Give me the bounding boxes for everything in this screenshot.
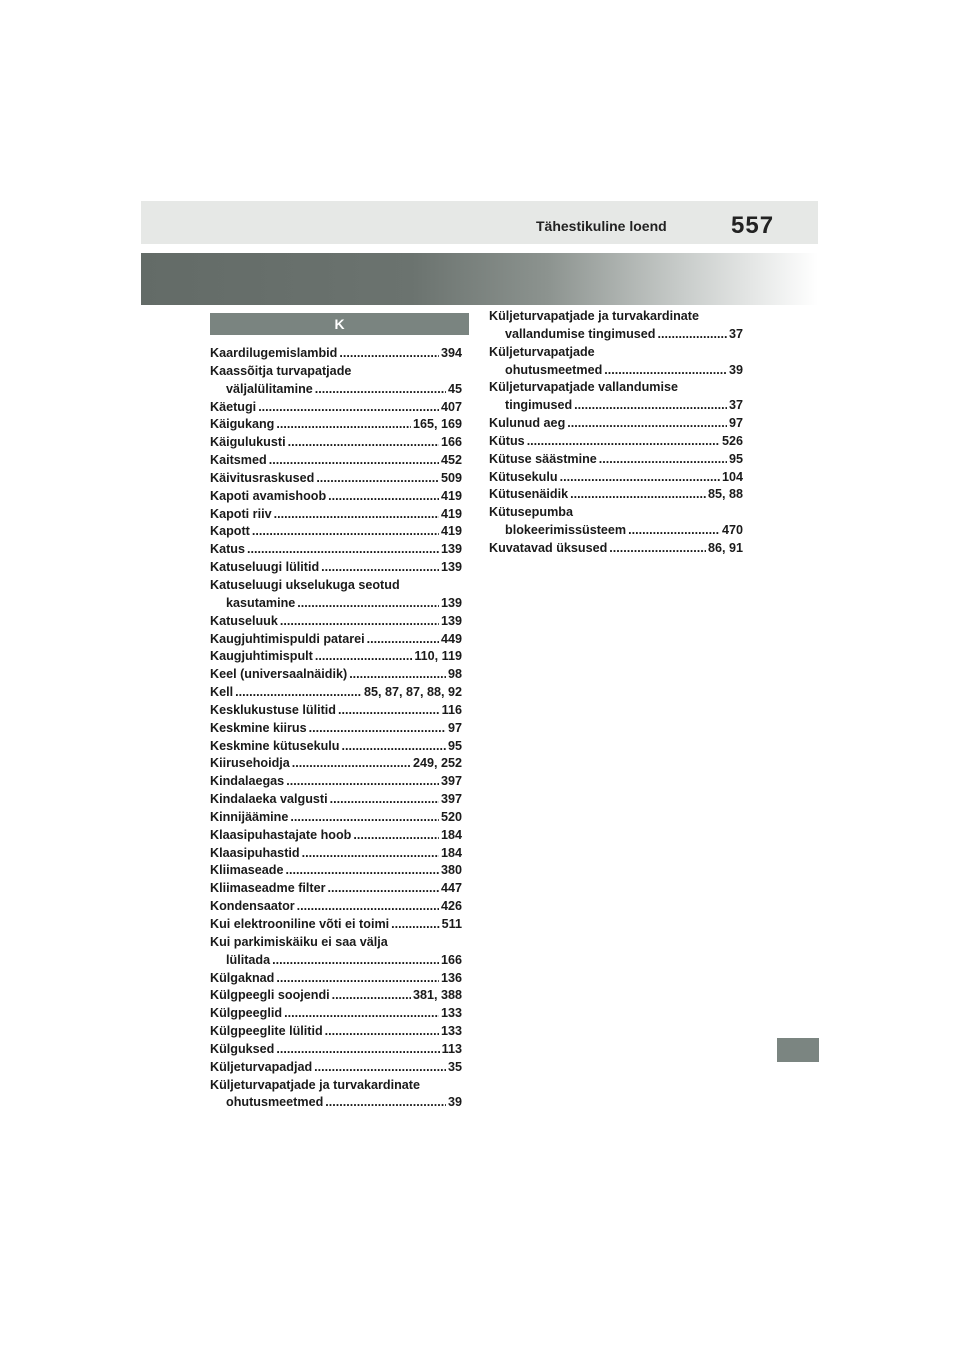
- index-entry: [489, 469, 743, 487]
- index-page-ref: 166: [440, 952, 462, 967]
- index-entry-line: [210, 1094, 462, 1112]
- index-entry-line: [210, 506, 462, 524]
- dot-leader: [527, 433, 720, 451]
- index-page-ref: 419: [440, 524, 462, 539]
- index-entry: [489, 451, 743, 469]
- index-term: Kaassõitja turvapatjade: [210, 363, 352, 378]
- index-entry-line: [210, 523, 462, 541]
- index-term: Kuvatavad üksused: [489, 540, 608, 555]
- index-term: väljalülitamine: [226, 381, 313, 396]
- index-term: lülitada: [226, 952, 271, 967]
- index-term: Käetugi: [210, 399, 257, 414]
- index-page-ref: 95: [447, 738, 462, 753]
- index-entry: [210, 523, 462, 541]
- dot-leader: [341, 738, 446, 756]
- index-term: Keel (universaalnäidik): [210, 667, 348, 682]
- index-entry-line: [210, 452, 462, 470]
- index-entry: [210, 773, 462, 791]
- index-entry: [210, 1023, 462, 1041]
- index-page-ref: 85, 87, 87, 88, 92: [363, 685, 462, 700]
- index-page-ref: 45: [447, 381, 462, 396]
- index-page-ref: 37: [728, 326, 743, 341]
- index-page-ref: 139: [440, 613, 462, 628]
- index-page-ref: 526: [721, 433, 743, 448]
- index-entry: [210, 613, 462, 631]
- index-term: Kütusekulu: [489, 469, 558, 484]
- dot-leader: [338, 702, 440, 720]
- dot-leader: [604, 362, 727, 380]
- dot-leader: [288, 434, 439, 452]
- index-page-ref: 113: [441, 1041, 462, 1056]
- index-entry-line: [210, 1005, 462, 1023]
- index-entry-line: [210, 416, 462, 434]
- index-entry: [210, 541, 462, 559]
- index-page-ref: 139: [440, 542, 462, 557]
- index-entry: [210, 898, 462, 916]
- index-entry-line: [210, 738, 462, 756]
- dot-leader: [391, 916, 440, 934]
- index-entry-line: [210, 1041, 462, 1059]
- index-page-ref: 133: [440, 1006, 462, 1021]
- index-page-ref: 419: [440, 506, 462, 521]
- index-entry-line: [210, 381, 462, 399]
- dot-leader: [297, 595, 439, 613]
- index-entry: [210, 738, 462, 756]
- index-page-ref: 249, 252: [412, 756, 462, 771]
- index-entry-line: [210, 399, 462, 417]
- index-entry-line: [210, 666, 462, 684]
- index-page-ref: 136: [440, 970, 462, 985]
- dot-leader: [269, 452, 439, 470]
- index-page-ref: 97: [447, 720, 462, 735]
- index-term: Kütusenäidik: [489, 487, 569, 502]
- index-entry-line: [210, 720, 462, 738]
- dot-leader: [367, 631, 439, 649]
- index-column-right: [489, 308, 743, 558]
- dot-leader: [315, 381, 446, 399]
- index-entry-line: [210, 773, 462, 791]
- index-entry-line: [210, 684, 462, 702]
- dot-leader: [292, 755, 411, 773]
- index-term: Küljeturvapatjade: [489, 344, 595, 359]
- index-entry: [210, 684, 462, 702]
- index-page-ref: 139: [440, 560, 462, 575]
- index-entry: [210, 1041, 462, 1059]
- index-entry-line: [210, 559, 462, 577]
- index-term: Küljeturvapatjade vallandumise: [489, 380, 678, 395]
- dot-leader: [609, 540, 706, 558]
- index-entry: [489, 433, 743, 451]
- index-entry: [210, 345, 462, 363]
- dot-leader: [657, 326, 727, 344]
- index-term: Katus: [210, 542, 245, 557]
- index-entry: [210, 577, 462, 613]
- index-term: Küljeturvapadjad: [210, 1059, 313, 1074]
- index-entry: [489, 540, 743, 558]
- chapter-thumb-tab: [777, 1038, 819, 1062]
- index-entry: [489, 504, 743, 540]
- dot-leader: [247, 541, 439, 559]
- index-page-ref: 86, 91: [707, 540, 743, 555]
- index-entry-line: [210, 541, 462, 559]
- index-term: Kindalaegas: [210, 774, 285, 789]
- dot-leader: [316, 470, 439, 488]
- page-number: 557: [731, 212, 775, 239]
- index-page-ref: 85, 88: [707, 487, 743, 502]
- dot-leader: [314, 1059, 446, 1077]
- index-term: Külgaknad: [210, 970, 275, 985]
- index-term: Külgpeeglite lülitid: [210, 1024, 323, 1039]
- index-term: Kindalaeka valgusti: [210, 792, 328, 807]
- index-entry-line: [210, 845, 462, 863]
- index-entry: [210, 880, 462, 898]
- index-term: Kaardilugemislambid: [210, 346, 338, 360]
- index-page-ref: 447: [440, 881, 462, 896]
- dot-leader: [349, 666, 446, 684]
- index-term: Kliimaseadme filter: [210, 881, 326, 896]
- index-entry: [210, 934, 462, 970]
- index-entry-line: [210, 434, 462, 452]
- index-entry-line: [489, 540, 743, 558]
- index-entry-line: [210, 1059, 462, 1077]
- index-entry-line: [210, 952, 462, 970]
- index-entry-line: [210, 809, 462, 827]
- index-entry: [210, 399, 462, 417]
- index-entry: [210, 809, 462, 827]
- dot-leader: [315, 648, 413, 666]
- index-term: Kaugjuhtimispult: [210, 649, 313, 664]
- index-entry-line: [489, 397, 743, 415]
- index-entry-line: [210, 631, 462, 649]
- index-term: Käivitusraskused: [210, 470, 315, 485]
- dot-leader: [628, 522, 720, 540]
- index-entry-line: [210, 827, 462, 845]
- index-entry-line: [489, 451, 743, 469]
- index-entry: [210, 631, 462, 649]
- index-entry-line: [489, 362, 743, 380]
- index-term: Külgpeegli soojendi: [210, 988, 330, 1003]
- dot-leader: [560, 469, 720, 487]
- index-page-ref: 394: [440, 346, 462, 360]
- index-entry: [210, 702, 462, 720]
- dot-leader: [339, 345, 439, 363]
- index-entry: [210, 791, 462, 809]
- index-entry: [210, 452, 462, 470]
- index-term: Külgpeeglid: [210, 1006, 283, 1021]
- index-page-ref: 449: [440, 631, 462, 646]
- index-term: Kütuse säästmine: [489, 451, 597, 466]
- dot-leader: [332, 987, 411, 1005]
- dot-leader: [328, 488, 439, 506]
- index-entry-line: [210, 702, 462, 720]
- index-term: Kütusepumba: [489, 505, 573, 520]
- index-term: Kesklukustuse lülitid: [210, 702, 336, 717]
- index-entry-line: [210, 898, 462, 916]
- dot-leader: [570, 486, 706, 504]
- dot-leader: [574, 397, 727, 415]
- index-term: Kell: [210, 685, 234, 700]
- index-column-left: [210, 345, 462, 1112]
- dot-leader: [330, 791, 439, 809]
- index-entry-line: [210, 916, 462, 934]
- index-term: Klaasipuhastajate hoob: [210, 827, 352, 842]
- index-page-ref: 509: [440, 470, 462, 485]
- dot-leader: [258, 399, 439, 417]
- dot-leader: [274, 506, 439, 524]
- index-term: Kui elektrooniline võti ei toimi: [210, 917, 390, 931]
- index-entry: [210, 845, 462, 863]
- index-entry: [210, 416, 462, 434]
- decorative-gradient-bar: [141, 253, 818, 305]
- index-entry-line: [210, 755, 462, 773]
- index-entry-line: [210, 488, 462, 506]
- index-entry: [489, 308, 743, 344]
- index-entry-line: [210, 345, 462, 363]
- index-page-ref: 37: [728, 398, 743, 413]
- index-page-ref: 397: [440, 774, 462, 789]
- index-term: Käigukang: [210, 417, 275, 432]
- dot-leader: [276, 416, 411, 434]
- dot-leader: [567, 415, 727, 433]
- index-term: Kliimaseade: [210, 863, 284, 878]
- index-entry: [210, 720, 462, 738]
- index-page-ref: 184: [440, 827, 462, 842]
- dot-leader: [290, 809, 439, 827]
- index-page-ref: 419: [440, 488, 462, 503]
- index-entry: [489, 344, 743, 380]
- index-entry: [210, 827, 462, 845]
- index-page-ref: 116: [441, 702, 462, 717]
- index-entry-line: [210, 970, 462, 988]
- index-page-ref: 39: [447, 1095, 462, 1110]
- index-term: Kulunud aeg: [489, 416, 566, 431]
- index-entry-line: [210, 613, 462, 631]
- index-term: Küljeturvapatjade ja turvakardinate: [489, 309, 699, 323]
- index-entry: [210, 916, 462, 934]
- index-term: Katuseluugi ukselukuga seotud: [210, 577, 400, 592]
- index-term: Katuseluugi lülitid: [210, 560, 320, 575]
- dot-leader: [286, 773, 439, 791]
- index-term: Katuseluuk: [210, 613, 278, 628]
- dot-leader: [599, 451, 727, 469]
- index-entry: [210, 363, 462, 399]
- index-term: Kiirusehoidja: [210, 756, 290, 771]
- dot-leader: [284, 1005, 439, 1023]
- index-entry: [210, 434, 462, 452]
- index-page-ref: 97: [728, 416, 743, 431]
- dot-leader: [328, 880, 439, 898]
- index-entry: [210, 970, 462, 988]
- index-term: Kaugjuhtimispuldi patarei: [210, 631, 365, 646]
- index-page-ref: 426: [440, 899, 462, 914]
- index-entry-line: [210, 1023, 462, 1041]
- index-entry-line: [489, 415, 743, 433]
- section-letter-heading: K: [210, 313, 469, 335]
- index-entry: [210, 1059, 462, 1077]
- dot-leader: [280, 613, 439, 631]
- index-page-ref: 380: [440, 863, 462, 878]
- index-entry: [489, 486, 743, 504]
- index-term: Kondensaator: [210, 899, 295, 914]
- index-entry: [210, 488, 462, 506]
- index-entry-line: [489, 326, 743, 344]
- index-term: Kaitsmed: [210, 453, 267, 468]
- index-entry: [210, 470, 462, 488]
- index-entry: [210, 755, 462, 773]
- index-page-ref: 381, 388: [412, 988, 462, 1003]
- index-term: Kinnijäämine: [210, 809, 289, 824]
- index-page-ref: 452: [440, 453, 462, 468]
- index-term: ohutusmeetmed: [226, 1095, 324, 1110]
- index-entry: [210, 1077, 462, 1113]
- index-term: Külguksed: [210, 1041, 275, 1056]
- dot-leader: [276, 1041, 439, 1059]
- index-entry-line: [210, 648, 462, 666]
- dot-leader: [272, 952, 439, 970]
- dot-leader: [309, 720, 446, 738]
- index-term: Küljeturvapatjade ja turvakardinate: [210, 1077, 420, 1092]
- index-page-ref: 397: [440, 792, 462, 807]
- dot-leader: [325, 1023, 439, 1041]
- index-page-ref: 139: [440, 595, 462, 610]
- index-term: Kui parkimiskäiku ei saa välja: [210, 934, 388, 949]
- index-term: Keskmine kiirus: [210, 720, 307, 735]
- index-term: blokeerimissüsteem: [505, 523, 627, 538]
- index-page-ref: 520: [440, 809, 462, 824]
- index-term: Kütus: [489, 433, 525, 448]
- index-term: tingimused: [505, 398, 573, 413]
- index-entry: [210, 648, 462, 666]
- index-entry-line: [210, 595, 462, 613]
- index-entry-line: [489, 433, 743, 451]
- index-entry-line: [489, 522, 743, 540]
- index-page-ref: 95: [728, 451, 743, 466]
- index-term: Kapoti avamishoob: [210, 488, 327, 503]
- dot-leader: [276, 970, 439, 988]
- index-entry: [210, 862, 462, 880]
- index-page-ref: 110, 119: [414, 649, 462, 664]
- index-page-ref: 184: [440, 845, 462, 860]
- dot-leader: [325, 1094, 446, 1112]
- index-page-ref: 39: [728, 362, 743, 377]
- index-entry-line: [489, 469, 743, 487]
- dot-leader: [235, 684, 362, 702]
- index-page-ref: 104: [721, 469, 743, 484]
- index-entry: [210, 987, 462, 1005]
- index-entry-line: [489, 486, 743, 504]
- index-entry-line: [210, 987, 462, 1005]
- index-term: kasutamine: [226, 595, 296, 610]
- header-band: [141, 201, 818, 244]
- index-page-ref: 165, 169: [412, 417, 462, 432]
- index-entry: [210, 506, 462, 524]
- index-entry-line: [210, 880, 462, 898]
- index-entry: [489, 415, 743, 433]
- page-header-title: Tähestikuline loend: [536, 218, 667, 234]
- index-term: vallandumise tingimused: [505, 326, 656, 341]
- index-page-ref: 98: [447, 667, 462, 682]
- index-term: Kapoti riiv: [210, 506, 272, 521]
- index-entry-line: [210, 791, 462, 809]
- index-entry-line: [210, 862, 462, 880]
- dot-leader: [252, 523, 439, 541]
- index-page-ref: 166: [440, 435, 462, 450]
- index-term: Käigulukusti: [210, 435, 286, 450]
- index-term: Kapott: [210, 524, 250, 539]
- dot-leader: [321, 559, 439, 577]
- dot-leader: [297, 898, 439, 916]
- index-entry-line: [210, 470, 462, 488]
- index-entry: [210, 666, 462, 684]
- index-entry: [210, 1005, 462, 1023]
- index-page-ref: 35: [447, 1059, 462, 1074]
- dot-leader: [286, 862, 439, 880]
- index-page-ref: 470: [721, 523, 743, 538]
- index-entry: [489, 379, 743, 415]
- index-page-ref: 407: [440, 399, 462, 414]
- index-page-ref: 511: [441, 917, 462, 931]
- index-page-ref: 133: [440, 1024, 462, 1039]
- index-term: ohutusmeetmed: [505, 362, 603, 377]
- index-entry: [210, 559, 462, 577]
- index-term: Klaasipuhastid: [210, 845, 300, 860]
- dot-leader: [302, 845, 439, 863]
- dot-leader: [353, 827, 439, 845]
- index-term: Keskmine kütusekulu: [210, 738, 340, 753]
